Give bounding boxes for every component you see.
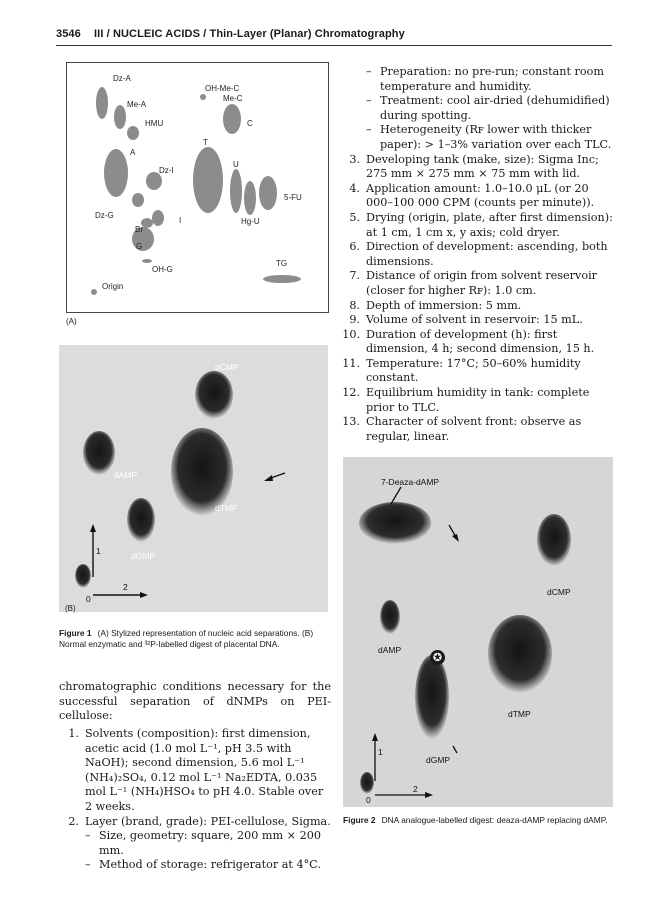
list-item-text: Distance of origin from solvent reservoir (closer for higher Rꜰ): 1.0 cm. xyxy=(366,269,597,297)
spot-origin xyxy=(91,289,97,295)
spot-damp-2 xyxy=(380,600,400,634)
label-axis-2-fig2: 2 xyxy=(413,784,418,794)
figure-2-autoradiograph xyxy=(343,457,613,807)
header-rule xyxy=(56,45,612,46)
label-a: A xyxy=(130,148,136,157)
conditions-list-left xyxy=(59,727,331,873)
spot-oh-me-c xyxy=(200,94,206,100)
label-me-a: Me-A xyxy=(127,100,147,109)
label-t: T xyxy=(203,138,208,147)
spot-dgmp xyxy=(127,498,155,542)
list-item xyxy=(340,328,614,357)
list-item-number: 5. xyxy=(349,210,360,224)
label-tg: TG xyxy=(276,259,288,268)
list-item-text: Volume of solvent in reservoir: 15 mL. xyxy=(366,313,583,327)
spot-dz-g xyxy=(132,193,144,207)
list-item-number: 4. xyxy=(349,181,360,195)
spot-dz-a xyxy=(96,87,108,119)
label-me-c: Me-C xyxy=(223,94,243,103)
spot-i xyxy=(152,210,164,226)
label-hg-u: Hg-U xyxy=(241,217,260,226)
spot-me-c xyxy=(223,104,241,134)
spot-dgmp-2 xyxy=(415,655,449,739)
list-item-text: Developing tank (make, size): Sigma Inc; 275 mm × 275 mm × 75 mm with lid. xyxy=(366,152,599,181)
figure-1b-autoradiograph xyxy=(59,345,328,612)
list-item-text: Depth of immersion: 5 mm. xyxy=(366,298,522,312)
deaza-pointer-line xyxy=(391,487,401,504)
page-number: 3546 xyxy=(56,28,81,40)
label-g: G xyxy=(136,242,143,251)
list-item-number: 7. xyxy=(349,269,360,283)
spot-dcmp-2 xyxy=(537,514,571,566)
list-item-text: Character of solvent front: observe as regular, linear. xyxy=(366,415,582,443)
sub-list-item: – Treatment: cool air-dried (dehumidified) during spotting. xyxy=(340,94,614,123)
list-item-number: 8. xyxy=(349,298,360,312)
label-5-fu: 5-FU xyxy=(284,193,302,202)
spot-origin-2 xyxy=(360,772,374,794)
spot-tg xyxy=(263,275,301,283)
list-item-text: Application amount: 1.0–10.0 μL (or 20 000–100 000 CPM (counts per minute)). xyxy=(366,181,595,210)
label-oh-me-c: OH-Me-C xyxy=(205,84,240,93)
list-item-text: Layer (brand, grade): PEI-cellulose, Sigma. xyxy=(85,814,331,828)
list-item-number: 10. xyxy=(342,327,360,341)
list-item-text: Duration of development (h): first dimension, 4 h; second dimension, 15 h. xyxy=(366,327,595,356)
spot-me-a xyxy=(114,105,126,129)
spot-dtmp-2 xyxy=(488,615,552,693)
label-origin: Origin xyxy=(102,282,124,291)
label-i: I xyxy=(179,216,182,225)
list-item xyxy=(340,240,614,269)
list-item-number: 11. xyxy=(342,356,360,370)
spot-7-deaza-damp xyxy=(359,502,431,544)
list-item xyxy=(340,386,614,415)
running-header xyxy=(56,28,405,40)
figure-1a-stylized-chromatogram xyxy=(66,62,329,313)
label-oh-g: OH-G xyxy=(152,265,173,274)
label-axis-2: 2 xyxy=(123,582,128,592)
spot-hg-u xyxy=(244,181,256,215)
list-item xyxy=(340,415,614,444)
spot-5-fu xyxy=(259,176,277,210)
label-dcmp-fig2: dCMP xyxy=(547,587,571,597)
label-origin-b: 0 xyxy=(86,594,91,604)
list-item-text: Solvents (composition): first dimension, acetic acid (1.0 mol L⁻¹, pH 3.5 with NaOH); second dimension, 5.6 mol L⁻¹ (NH₄)₂SO₄, 0.12 mol L⁻¹ Na₂EDTA, 0.035 mol L⁻¹ (NH₄)HSO₄ to pH 4.0. Stable over 2 weeks. xyxy=(85,727,324,813)
label-dtmp-b: dTMP xyxy=(215,503,238,513)
spot-origin-b xyxy=(75,564,91,588)
spot-hmu xyxy=(127,126,139,140)
list-item xyxy=(340,299,614,314)
list-item-number: 1. xyxy=(68,727,79,740)
sub-list-item: – Method of storage: refrigerator at 4°C. xyxy=(59,858,331,873)
list-item-number: 3. xyxy=(349,152,360,166)
list-item-number: 9. xyxy=(349,313,360,327)
sub-list-item: – Preparation: no pre-run; constant room temperature and humidity. xyxy=(340,65,614,94)
spot-a xyxy=(104,149,128,197)
label-7-deaza-damp: 7-Deaza-dAMP xyxy=(381,477,440,487)
sub-item-text: Method of storage: refrigerator at 4°C. xyxy=(99,858,321,872)
figure-2-caption-label: Figure 2 xyxy=(343,815,376,825)
figure-1-caption-text: (A) Stylized representation of nucleic acid separations. (B) Normal enzymatic and ³²P-labelled digest of placental DNA. xyxy=(59,628,314,649)
label-dz-i: Dz-I xyxy=(159,166,174,175)
label-c: C xyxy=(247,119,253,128)
label-br: Br xyxy=(135,225,143,234)
label-axis-1: 1 xyxy=(96,546,101,556)
list-item xyxy=(340,269,614,298)
list-item-text: Temperature: 17°C; 50–60% humidity constant. xyxy=(366,356,581,385)
figure-2-caption-text: DNA analogue-labelled digest: deaza-dAMP replacing dAMP. xyxy=(381,815,608,825)
spot-damp xyxy=(83,431,115,475)
label-dz-g: Dz-G xyxy=(95,211,114,220)
label-damp-b: dAMP xyxy=(114,470,138,480)
label-dcmp-b: dCMP xyxy=(215,362,239,372)
spot-dcmp xyxy=(195,371,233,419)
label-origin-fig2: 0 xyxy=(366,795,371,805)
sub-item-text: Treatment: cool air-dried (dehumidified) during spotting. xyxy=(380,94,610,122)
running-title: III / NUCLEIC ACIDS / Thin-Layer (Planar) Chromatography xyxy=(94,28,405,40)
sub-item-text: Heterogeneity (Rꜰ lower with thicker paper): > 1–3% variation over each TLC. xyxy=(380,123,612,151)
list-item-number: 12. xyxy=(342,386,360,400)
label-axis-1-fig2: 1 xyxy=(378,747,383,757)
panel-b-label: (B) xyxy=(65,604,76,613)
list-item-number: 6. xyxy=(349,240,360,254)
sub-item-text: Size, geometry: square, 200 mm × 200 mm. xyxy=(99,829,321,857)
label-u: U xyxy=(233,160,239,169)
label-damp-fig2: dAMP xyxy=(378,645,402,655)
list-item xyxy=(340,182,614,211)
list-item xyxy=(340,313,614,328)
label-dgmp-b: dGMP xyxy=(131,551,156,561)
label-dtmp-fig2: dTMP xyxy=(508,709,531,719)
label-hmu: HMU xyxy=(145,119,164,128)
list-item xyxy=(59,727,331,815)
body-intro: chromatographic conditions necessary for the successful separation of dNMPs on PEI-cellulose: xyxy=(59,680,331,723)
list-item xyxy=(340,357,614,386)
list-item-number: 2. xyxy=(68,814,79,828)
dgmp-pointer-line xyxy=(453,746,457,753)
panel-a-label: (A) xyxy=(66,317,77,326)
spot-u xyxy=(230,169,242,213)
list-item xyxy=(340,211,614,240)
list-item-text: Equilibrium humidity in tank: complete prior to TLC. xyxy=(366,386,590,414)
figure-2-caption xyxy=(343,815,613,826)
label-dz-a: Dz-A xyxy=(113,74,131,83)
spot-oh-g xyxy=(142,259,152,263)
figure-1-caption-label: Figure 1 xyxy=(59,628,92,638)
list-item-text: Direction of development: ascending, both dimensions. xyxy=(366,240,608,268)
list-item-number: 13. xyxy=(342,415,360,429)
sub-list-item: – Size, geometry: square, 200 mm × 200 mm. xyxy=(59,829,331,858)
spot-t xyxy=(193,147,223,213)
sub-item-text: Preparation: no pre-run; constant room temperature and humidity. xyxy=(380,65,604,93)
list-item xyxy=(59,815,331,830)
list-item xyxy=(340,153,614,182)
star-marker-icon: ✪ xyxy=(430,650,445,665)
list-item-text: Drying (origin, plate, after first dimension): at 1 cm, 1 cm x, y axis; cold dryer. xyxy=(366,210,613,239)
conditions-list-right xyxy=(340,65,614,444)
figure-1-caption xyxy=(59,628,331,650)
sub-list-item: – Heterogeneity (Rꜰ lower with thicker paper): > 1–3% variation over each TLC. xyxy=(340,123,614,152)
label-dgmp-fig2: dGMP xyxy=(426,755,451,765)
